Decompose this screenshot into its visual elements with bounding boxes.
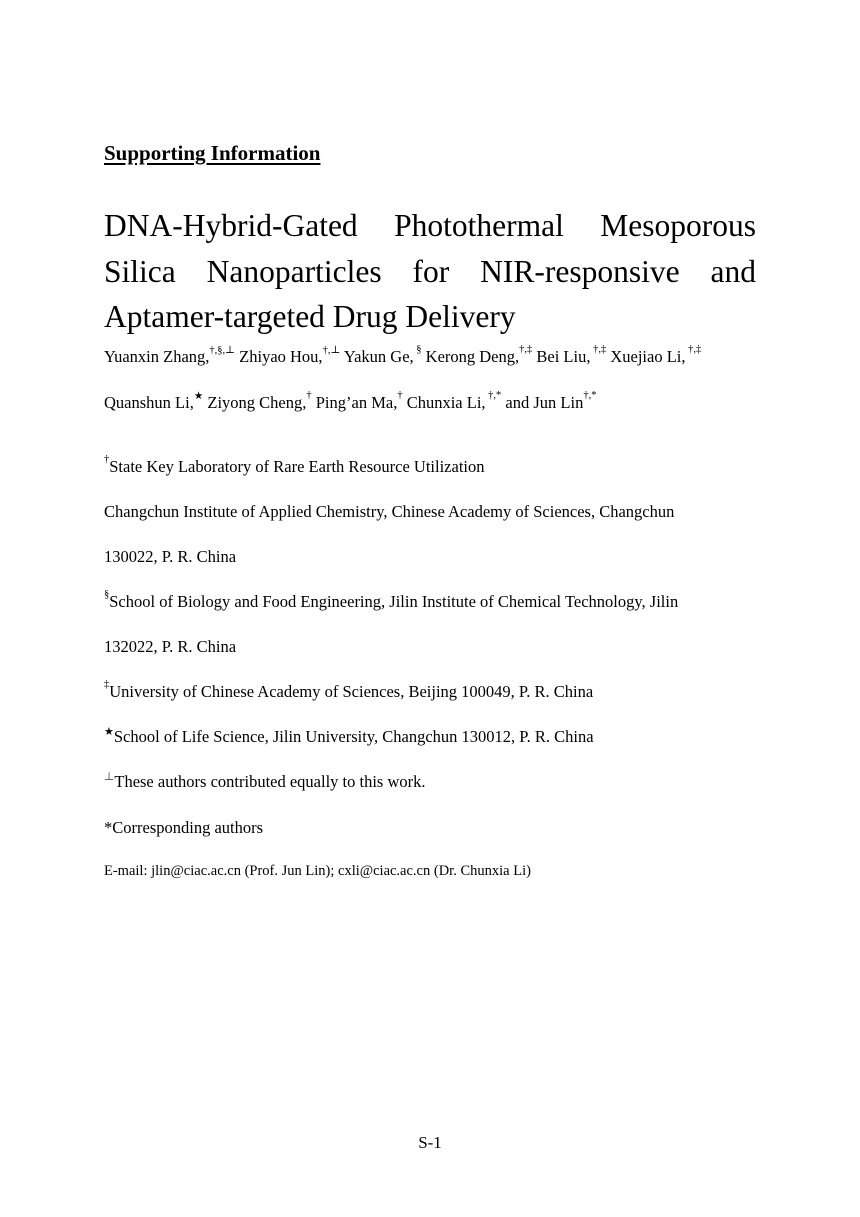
author-name: Quanshun Li, — [104, 393, 194, 412]
author-mark: †,‡ — [590, 344, 607, 355]
affiliation-mark: ‡ — [104, 679, 110, 690]
affiliation-mark: † — [104, 454, 110, 465]
star-mark-icon: ★ — [104, 726, 114, 738]
equal-contribution-note — [104, 772, 426, 792]
author-name: Zhiyao Hou, — [235, 347, 323, 366]
author-mark: ★ — [193, 391, 204, 402]
article-title: DNA-Hybrid-Gated Photothermal Mesoporous Silica Nanoparticles for NIR-responsive and Aptamer-targeted Drug Delivery — [104, 208, 756, 334]
author-name: Chunxia Li, — [402, 393, 486, 412]
author-mark: † — [397, 390, 403, 401]
affiliation-text: State Key Laboratory of Rare Earth Resource Utilization — [109, 457, 485, 476]
author-name: Xuejiao Li, — [606, 347, 686, 366]
affiliation-1-line-3: 130022, P. R. China — [104, 547, 237, 566]
author-mark: †,* — [583, 390, 597, 401]
perpendicular-mark-icon: ⊥ — [104, 771, 115, 783]
affiliation-3-line-1 — [104, 679, 594, 702]
authors-line-2 — [104, 390, 764, 413]
affiliation-4-line-1 — [104, 727, 594, 747]
affiliation-text: University of Chinese Academy of Sciences, Beijing 100049, P. R. China — [109, 682, 594, 701]
author-mark: § — [413, 344, 422, 355]
author-mark: †,* — [485, 390, 502, 401]
affiliation-text: School of Life Science, Jilin University, Changchun 130012, P. R. China — [113, 727, 594, 746]
author-name: Ziyong Cheng, — [203, 393, 307, 412]
author-name: Yakun Ge, — [340, 347, 414, 366]
affiliation-1-line-2: Changchun Institute of Applied Chemistry, Chinese Academy of Sciences, Changchun — [104, 502, 675, 521]
affiliation-text: School of Biology and Food Engineering, Jilin Institute of Chemical Technology, Jilin — [109, 592, 679, 611]
author-name: Yuanxin Zhang, — [104, 347, 210, 366]
author-name: and Jun Lin — [501, 393, 584, 412]
supporting-information-heading: Supporting Information — [104, 141, 321, 165]
author-mark: †,⊥ — [322, 345, 341, 356]
equal-contribution-text: These authors contributed equally to this work. — [114, 772, 426, 791]
authors-line-1 — [104, 344, 764, 367]
author-mark: †,§,⊥ — [209, 345, 236, 356]
author-name: Bei Liu, — [532, 347, 591, 366]
page-number: S-1 — [418, 1133, 442, 1152]
affiliation-mark: § — [104, 589, 110, 600]
corresponding-authors-label: *Corresponding authors — [104, 818, 264, 837]
author-mark: † — [306, 390, 312, 401]
author-name: Kerong Deng, — [421, 347, 520, 366]
affiliation-2-line-1 — [104, 589, 679, 612]
author-mark: †,‡ — [519, 344, 533, 355]
author-name: Ping’an Ma, — [311, 393, 398, 412]
affiliation-1-line-1 — [104, 454, 485, 477]
author-mark: †,‡ — [685, 344, 702, 355]
email-line: E-mail: jlin@ciac.ac.cn (Prof. Jun Lin); cxli@ciac.ac.cn (Dr. Chunxia Li) — [104, 863, 531, 879]
affiliation-2-line-2: 132022, P. R. China — [104, 637, 237, 656]
